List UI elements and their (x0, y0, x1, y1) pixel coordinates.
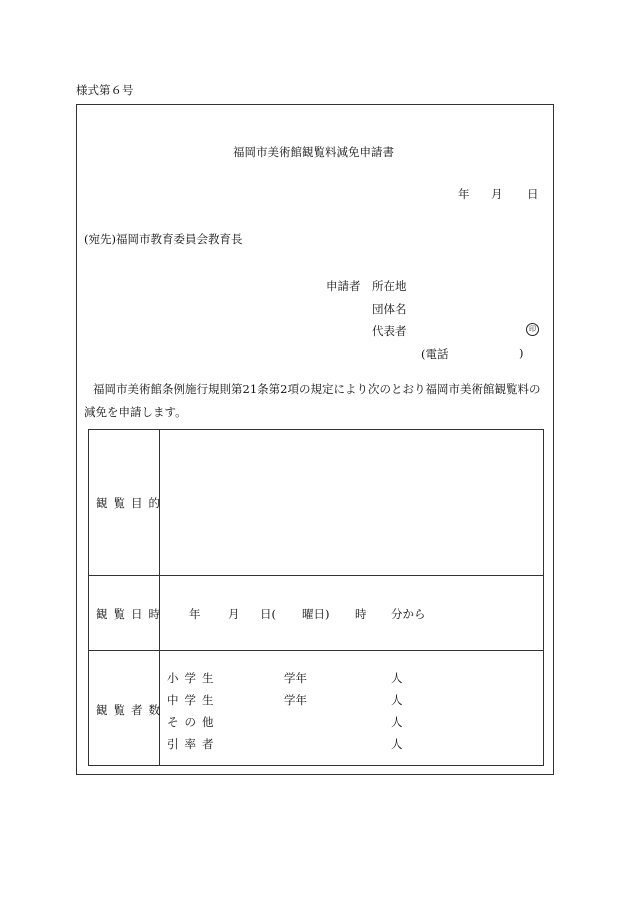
datetime-hour: 時 (355, 607, 367, 621)
address-label: 所在地 (372, 279, 407, 293)
seal-mark: 印 (526, 323, 539, 336)
datetime-day: 日( (260, 607, 276, 621)
date-day-label: 日 (527, 187, 539, 201)
application-table (88, 429, 544, 766)
visitor-grade-label: 学年 (284, 671, 307, 685)
datetime-minute: 分から (391, 607, 426, 621)
table-row-divider-1 (89, 575, 543, 576)
phone-close: ) (519, 346, 524, 360)
visitor-grade-label: 学年 (284, 693, 307, 707)
visitor-unit: 人 (391, 693, 403, 707)
datetime-label: 観覧日時 (96, 607, 166, 621)
form-number: 様式第６号 (76, 83, 134, 97)
purpose-field[interactable] (161, 432, 541, 572)
visitor-category: 引率者 (167, 737, 220, 751)
visitor-unit: 人 (391, 671, 403, 685)
datetime-month: 月 (228, 607, 240, 621)
visitor-category: 中学生 (167, 693, 220, 707)
form-title: 福岡市美術館観覧料減免申請書 (233, 145, 394, 159)
datetime-weekday: 曜日) (302, 607, 330, 621)
visitor-unit: 人 (391, 715, 403, 729)
organization-label: 団体名 (372, 302, 407, 316)
applicant-label: 申請者 (326, 279, 361, 293)
visitors-label: 観覧者数 (96, 703, 166, 717)
table-row-divider-2 (89, 650, 543, 651)
body-text-line-1: 福岡市美術館条例施行規則第21条第2項の規定により次のとおり福岡市美術館観覧料の (93, 382, 541, 396)
visitor-category: その他 (167, 715, 220, 729)
date-month-label: 月 (491, 187, 503, 201)
datetime-year: 年 (189, 607, 201, 621)
date-year-label: 年 (458, 187, 470, 201)
representative-label: 代表者 (372, 324, 407, 338)
visitor-unit: 人 (391, 737, 403, 751)
body-text-line-2: 減免を申請します。 (84, 405, 187, 419)
visitor-category: 小学生 (167, 671, 220, 685)
purpose-label: 観覧目的 (96, 496, 166, 510)
phone-label: (電話 (421, 347, 449, 361)
addressee: (宛先)福岡市教育委員会教育長 (84, 232, 243, 246)
